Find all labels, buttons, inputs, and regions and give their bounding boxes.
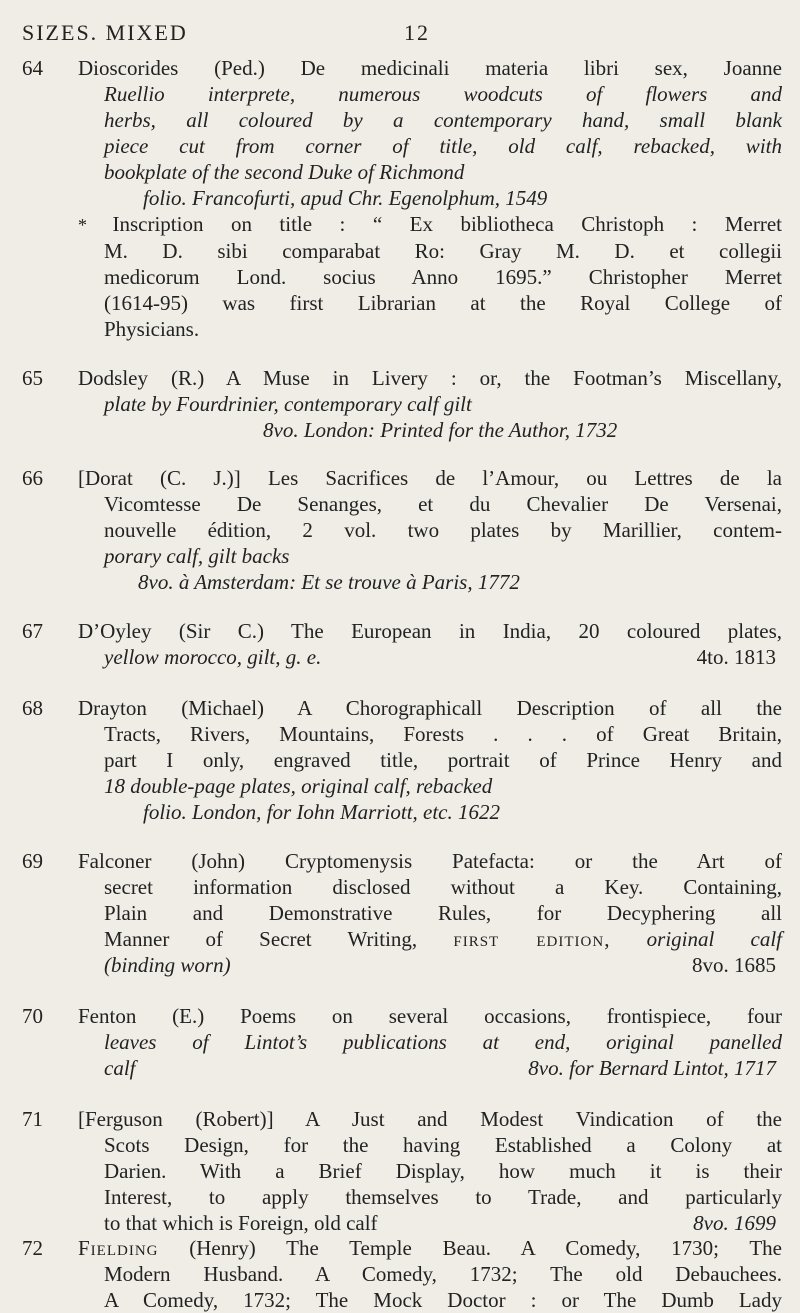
lot-number: 68 — [22, 696, 43, 720]
entry-line — [78, 1210, 782, 1236]
page-number: 12 — [404, 20, 430, 45]
entry-line: Tracts, Rivers, Mountains, Forests . . . of Great Britain, — [104, 722, 782, 746]
entry-line: 18 double-page plates, original calf, rebacked — [104, 774, 493, 798]
entry-line: plate by Fourdrinier, contemporary calf gilt — [104, 392, 472, 416]
entry-line — [78, 644, 782, 670]
note-line: M. D. sibi comparabat Ro: Gray M. D. et collegii — [104, 239, 782, 263]
imprint: 8vo. London: Printed for the Author, 1732 — [263, 418, 618, 442]
entry-text: to that which is Foreign, old calf — [104, 1211, 378, 1235]
lot-number: 66 — [22, 466, 43, 490]
entry-text: (Henry) The Temple Beau. A Comedy, 1730; The — [189, 1236, 782, 1260]
entry-line: Fenton (E.) Poems on several occasions, frontispiece, four — [78, 1004, 782, 1028]
imprint: folio. Francofurti, apud Chr. Egenolphum, 1549 — [143, 186, 548, 210]
imprint: 8vo. à Amsterdam: Et se trouve à Paris, 1772 — [138, 570, 520, 594]
entry-line: D’Oyley (Sir C.) The European in India, 20 coloured plates, — [78, 619, 782, 643]
entry-note — [78, 211, 782, 342]
entry-line: part I only, engraved title, portrait of Prince Henry and — [104, 748, 782, 772]
imprint: 8vo. for Bernard Lintot, 1717 — [528, 1056, 776, 1080]
entry-line — [78, 952, 782, 978]
entry-line: [Ferguson (Robert)] A Just and Modest Vindication of the — [78, 1107, 782, 1131]
entry-description — [78, 465, 782, 595]
imprint: 8vo. 1699 — [693, 1211, 776, 1235]
catalogue-entry-69 — [22, 848, 782, 978]
binding-text: original calf — [646, 927, 782, 951]
entry-description — [78, 848, 782, 978]
entry-line: [Dorat (C. J.)] Les Sacrifices de l’Amour, ou Lettres de la — [78, 466, 782, 490]
entry-line: leaves of Lintot’s publications at end, original panelled — [104, 1030, 782, 1054]
entry-description — [78, 1235, 782, 1313]
author-name: Fielding — [78, 1236, 159, 1260]
lot-number: 71 — [22, 1107, 43, 1131]
entry-line: nouvelle édition, 2 vol. two plates by Marillier, contem- — [104, 518, 782, 542]
lot-number: 64 — [22, 56, 43, 80]
catalogue-entry-72 — [22, 1235, 782, 1313]
entry-line: Plain and Demonstrative Rules, for Decyphering all — [104, 901, 782, 925]
entry-line: Interest, to apply themselves to Trade, and particularly — [104, 1185, 782, 1209]
lot-number: 67 — [22, 619, 43, 643]
entry-line: porary calf, gilt backs — [104, 544, 290, 568]
edition-text: first edition, — [453, 927, 611, 951]
entry-line: Darien. With a Brief Display, how much it is their — [104, 1159, 782, 1183]
entry-line: Dodsley (R.) A Muse in Livery : or, the Footman’s Miscellany, — [78, 366, 782, 390]
page-header — [22, 20, 762, 50]
catalogue-entry-64 — [22, 55, 782, 342]
note-text: Inscription on title : “ Ex bibliotheca Christoph : Merret — [112, 212, 782, 236]
entry-line: Drayton (Michael) A Chorographicall Description of all the — [78, 696, 782, 720]
lot-number: 69 — [22, 849, 43, 873]
note-line — [78, 211, 782, 238]
entry-line: Modern Husband. A Comedy, 1732; The old Debauchees. — [104, 1262, 782, 1286]
entry-line: secret information disclosed without a Key. Containing, — [104, 875, 782, 899]
catalogue-entry-66 — [22, 465, 782, 595]
entry-line: Dioscorides (Ped.) De medicinali materia libri sex, Joanne — [78, 56, 782, 80]
entry-line — [78, 926, 782, 952]
imprint: 8vo. 1685 — [692, 953, 776, 977]
entry-line — [78, 1235, 782, 1261]
entry-line: Falconer (John) Cryptomenysis Patefacta: or the Art of — [78, 849, 782, 873]
lot-number: 72 — [22, 1236, 43, 1260]
entry-text: Manner of Secret Writing, — [104, 927, 418, 951]
entry-text: calf — [104, 1056, 136, 1080]
entry-text: yellow morocco, gilt, g. e. — [104, 645, 322, 669]
entry-line: piece cut from corner of title, old calf, rebacked, with — [104, 134, 782, 158]
catalogue-entry-70 — [22, 1003, 782, 1081]
entry-description — [78, 55, 782, 211]
entry-description — [78, 365, 782, 443]
entry-line: Ruellio interprete, numerous woodcuts of flowers and — [104, 82, 782, 106]
entry-line: Scots Design, for the having Established a Colony at — [104, 1133, 782, 1157]
note-line: (1614-95) was first Librarian at the Royal College of — [104, 291, 782, 315]
catalogue-entry-67 — [22, 618, 782, 670]
entry-line: Vicomtesse De Senanges, et du Chevalier De Versenai, — [104, 492, 782, 516]
imprint: 4to. 1813 — [696, 645, 776, 669]
entry-line: A Comedy, 1732; The Mock Doctor : or The Dumb Lady — [104, 1288, 782, 1312]
entry-line: bookplate of the second Duke of Richmond — [104, 160, 465, 184]
note-line: Physicians. — [104, 317, 200, 341]
asterism-icon: * — [78, 215, 85, 235]
entry-line — [78, 1055, 782, 1081]
entry-line: herbs, all coloured by a contemporary hand, small blank — [104, 108, 782, 132]
entry-description — [78, 1106, 782, 1236]
running-head: SIZES. MIXED — [22, 20, 188, 45]
entry-text: (binding worn) — [104, 953, 231, 977]
imprint: folio. London, for Iohn Marriott, etc. 1622 — [143, 800, 500, 824]
catalogue-entry-71 — [22, 1106, 782, 1236]
lot-number: 65 — [22, 366, 43, 390]
entry-description — [78, 695, 782, 825]
note-line: medicorum Lond. socius Anno 1695.” Christopher Merret — [104, 265, 782, 289]
entry-description — [78, 1003, 782, 1081]
catalogue-entry-68 — [22, 695, 782, 825]
catalogue-entry-65 — [22, 365, 782, 443]
lot-number: 70 — [22, 1004, 43, 1028]
entry-description — [78, 618, 782, 670]
